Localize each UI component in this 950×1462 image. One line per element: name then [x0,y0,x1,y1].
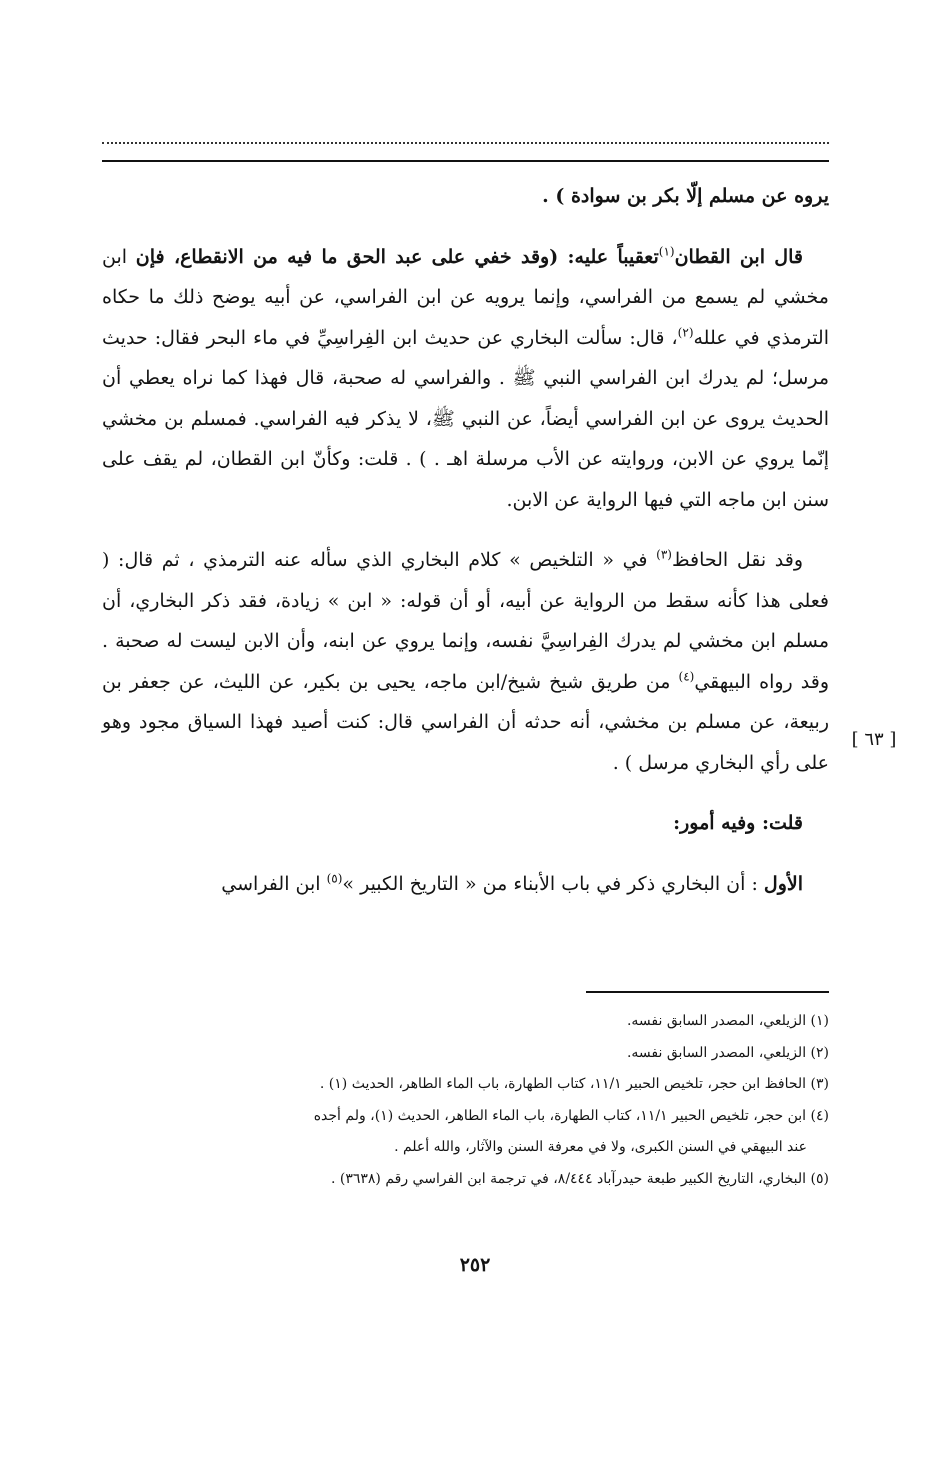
footnote-number: (٤) [810,1107,829,1124]
paragraph-qult [102,803,829,844]
footnote-item [102,1038,829,1070]
paragraph-lead-quote: تعقيباً عليه: (وقد خفي على عبد الحق ما فيه من الانقطاع، فإن [135,245,659,268]
footnote-number: (٢) [810,1044,829,1061]
paragraph-lead: قال ابن القطان [674,245,803,268]
page-number: ٢٥٢ [459,1254,491,1276]
footnotes [102,1006,829,1195]
footnote-marker[interactable]: (٣) [656,547,672,562]
footnote-marker[interactable]: (٢) [677,325,694,340]
footnote-text: الحافظ ابن حجر، تلخيص الحبير ١١/١، كتاب الطهارة، باب الماء الطاهر، الحديث (١) . [319,1076,807,1092]
footnote-marker[interactable]: (١) [658,244,675,259]
header-rule [102,160,829,162]
paragraph-text: في « التلخيص » كلام البخاري الذي سأله عنه الترمذي ، ثم قال: ( فعلى هذا كأنه سقط من الرواية عن أبيه، أو أن قوله: « ابن » زيادة، فقد ذكر البخاري، أن مسلم ابن مخشي لم يدرك الفِراسِيَّ نفسه، وإنما يروي عن ابنه، وأن الابن ليست له صحبة . وقد رواه البيهقي [102,549,829,693]
footnote-item [102,1006,829,1038]
footnote-text: عند البيهقي في السنن الكبرى، ولا في معرفة السنن والآثار، والله أعلم . [394,1139,807,1155]
footnote-marker[interactable]: (٥) [326,871,343,886]
footnote-number: (٣) [810,1076,829,1092]
margin-page-reference: [ ٦٣ ] [851,729,897,750]
paragraph-first-point [102,864,829,905]
footnote-text: الزيلعي، المصدر السابق نفسه. [626,1013,807,1029]
footnote-text: ابن حجر، تلخيص الحبير ١١/١، كتاب الطهارة، باب الماء الطاهر، الحديث (١)، ولم أجده [313,1107,807,1124]
paragraph-text: ابن الفراسي [221,872,327,895]
paragraph-text: يروه عن مسلم إلّا بكر بن سوادة ) . [542,185,829,207]
footnote-number: (١) [810,1013,829,1029]
footnote-continuation [102,1132,829,1164]
paragraph-text: من طريق شيخ شيخ/ابن ماجه، يحيى بن بكير، عن الليث، عن جعفر بن ربيعة، عن مسلم بن مخشي، أنه حدثه أن الفراسي قال: كنت أصيد فهذا السياق مجود وهو على رأي البخاري مرسل ) . [102,670,829,774]
main-text [102,176,829,904]
dotted-separator [102,142,829,144]
paragraph-text: قلت: وفيه أمور: [673,812,803,834]
footnote-item [102,1101,829,1133]
footnote-text: البخاري، التاريخ الكبير طبعة حيدرآباد ٨/٤٤٤، في ترجمة ابن الفراسي رقم (٣٦٣٨) . [330,1170,807,1187]
footnote-item [102,1164,829,1196]
paragraph-text: ، قال: سألت البخاري عن حديث ابن الفِراسِيِّ في ماء البحر فقال: حديث مرسل؛ لم يدرك ابن الفراسي النبي ﷺ . والفراسي له صحبة، قال فهذا كما نراه يعطي أن الحديث يروى عن ابن الفراسي أيضاً، عن النبي ﷺ، لا يذكر فيه الفراسي. فمسلم بن مخشي إنّما يروي عن الابن، وروايته عن الأب مرسلة اهـ . ) . قلت: وكأنّ ابن القطان، لم يقف على سنن ابن ماجه التي فيها الرواية عن الابن. [102,326,829,511]
footnote-marker[interactable]: (٤) [678,669,695,684]
paragraph-ibn-al-qattan [102,237,829,521]
footnote-number: (٥) [810,1170,829,1187]
paragraph-lead: الأول [763,872,803,895]
footnote-text: الزيلعي، المصدر السابق نفسه. [626,1044,807,1061]
footnote-rule [586,991,829,993]
paragraph-text: ابن مخشي لم يسمع من الفراسي، وإنما يرويه عن ابن الفراسي، عن أبيه يوضح ذلك ما حكاه الترمذي في علله [102,245,829,349]
footnote-item [102,1069,829,1101]
paragraph-text: : أن البخاري ذكر في باب الأبناء من « التاريخ الكبير » [342,872,764,895]
paragraph-continuation [102,176,829,217]
paragraph-text: وقد نقل الحافظ [671,549,803,571]
paragraph-al-hafiz [102,540,829,783]
